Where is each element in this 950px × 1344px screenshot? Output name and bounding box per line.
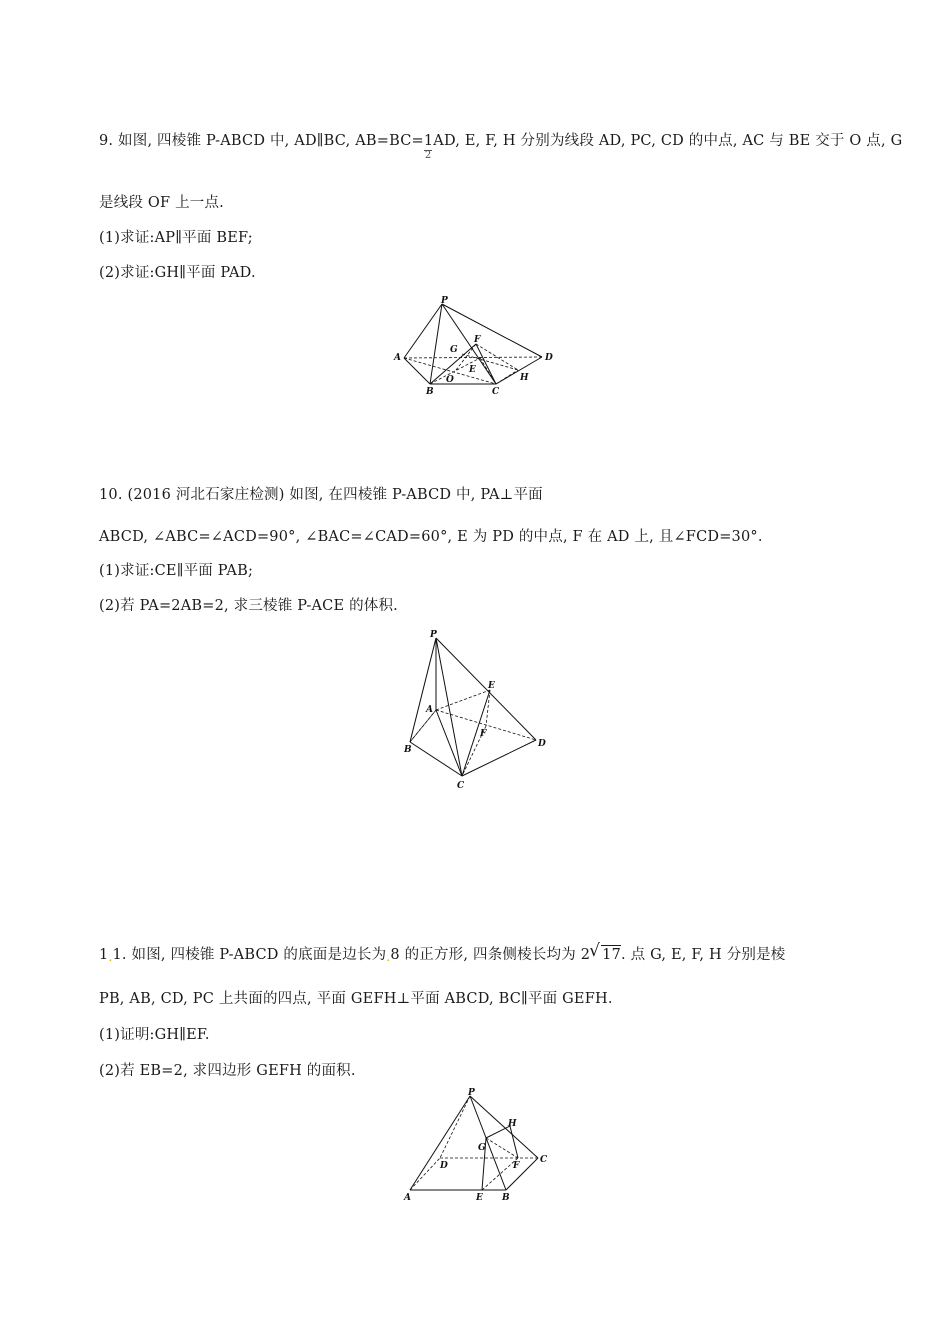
q9-fraction (423, 132, 434, 161)
q9-frac-num: 1 (423, 133, 434, 149)
q11-dot-mark: . (108, 950, 113, 964)
q9-label-a: A (394, 353, 401, 363)
q9-label-p: P (441, 296, 448, 306)
q9-label-d: D (545, 353, 553, 363)
q10-part1: (1)求证:CE∥平面 PAB; (99, 563, 254, 579)
q9-line1-a: 9. 如图, 四棱锥 P-ABCD 中, AD∥BC, AB=BC= (99, 133, 424, 149)
q9-label-h: H (520, 373, 529, 383)
q11-part1: (1)证明:GH∥EF. (99, 1027, 210, 1043)
q11-label-f: F (513, 1161, 520, 1171)
q11-label-p: P (468, 1088, 475, 1098)
q11-line1 (99, 941, 786, 964)
q9-line2: 是线段 OF 上一点. (99, 195, 224, 211)
q11-num-c: 8 (390, 947, 400, 963)
q9-label-c: C (492, 387, 500, 397)
q10-label-p: P (430, 630, 437, 640)
q11-line1-b: 的正方形, 四条侧棱长均为 2 (399, 947, 591, 963)
q9-label-f: F (474, 335, 481, 345)
q11-label-b: B (502, 1193, 510, 1203)
q9-label-e: E (469, 365, 476, 375)
q10-label-a: A (426, 705, 433, 715)
q10-part2: (2)若 PA=2AB=2, 求三棱锥 P-ACE 的体积. (99, 598, 398, 614)
q10-label-f: F (480, 729, 487, 739)
q10-line1: 10. (2016 河北石家庄检测) 如图, 在四棱锥 P-ABCD 中, PA⊥平面 (99, 487, 543, 503)
q9-part2: (2)求证:GH∥平面 PAD. (99, 265, 256, 281)
q9-frac-den: 2 (424, 150, 432, 161)
q9-part1: (1)求证:AP∥平面 BEF; (99, 230, 253, 246)
q11-sqrt-val: 17 (602, 947, 621, 963)
q11-label-d: D (440, 1161, 448, 1171)
q11-sqrt (589, 941, 621, 964)
sqrt-icon: √ (589, 941, 601, 961)
q11-line2: PB, AB, CD, PC 上共面的四点, 平面 GEFH⊥平面 ABCD, BC∥平面 GEFH. (99, 991, 613, 1007)
q9-line1-b: AD, E, F, H 分别为线段 AD, PC, CD 的中点, AC 与 BE 交于 O 点, G (433, 133, 903, 149)
q9-label-o: O (446, 375, 454, 385)
q11-label-e: E (476, 1193, 483, 1203)
q11-label-a: A (404, 1193, 411, 1203)
q11-label-h: H (508, 1119, 517, 1129)
q11-figure (398, 1086, 558, 1208)
q10-label-b: B (404, 745, 412, 755)
q11-num-b: 1. 如图, 四棱锥 P-ABCD 的底面是边长为 (112, 947, 387, 963)
q9-label-b: B (426, 387, 434, 397)
q10-label-c: C (457, 781, 465, 791)
q11-line1-c: . 点 G, E, F, H 分别是棱 (621, 947, 786, 963)
q11-label-g: G (478, 1143, 486, 1153)
q11-part2: (2)若 EB=2, 求四边形 GEFH 的面积. (99, 1063, 356, 1079)
q11-num-a: 1 (99, 947, 109, 963)
q9-label-g: G (450, 345, 458, 355)
q10-figure (396, 626, 556, 796)
q11-label-c: C (540, 1155, 548, 1165)
q9-line1 (99, 132, 903, 161)
q11-dot-mark-2: . (386, 950, 391, 964)
q9-figure (390, 296, 560, 398)
q10-line2: ABCD, ∠ABC=∠ACD=90°, ∠BAC=∠CAD=60°, E 为 PD 的中点, F 在 AD 上, 且∠FCD=30°. (99, 529, 763, 545)
q10-label-e: E (488, 681, 495, 691)
q10-label-d: D (538, 739, 546, 749)
